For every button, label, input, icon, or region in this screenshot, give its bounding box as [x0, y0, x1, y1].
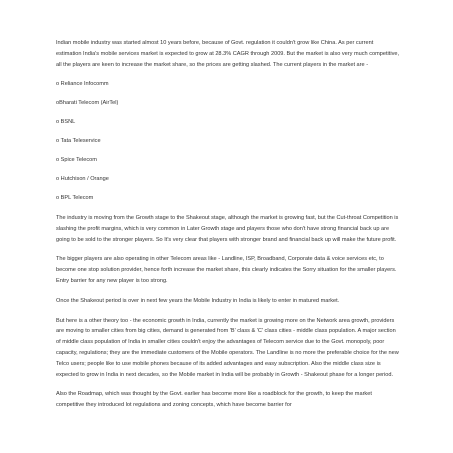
shakeout-paragraph: Once the Shakeout period is over in next few years the Mobile Industry in India is likely to enter in matured market.: [56, 297, 340, 304]
roadmap-paragraph: Also the Roadmap, which was thought by the Govt. earlier has become more like a roadblock for the growth, to keep the market competitive they introduced lot regulations and zoning concepts, which have become barrier for: [56, 391, 372, 409]
growth-paragraph: The industry is moving from the Growth stage to the Shakeout stage, although the market is growing fast, but the Cut-throat Competition is slashing the profit margins, which is very common in Later Growth stage and players those who don't have strong financial back up are going to be sold to the stronger players. So It's very clear that players with stronger brand and financial back up will make the future profit.: [56, 215, 399, 243]
player-item: o Hutchison / Orange: [56, 176, 109, 183]
player-item: o BSNL: [56, 119, 76, 126]
bigger-players-paragraph: The bigger players are also operating in other Telecom areas like - Landline, ISP, Broadband, Corporate data & voice services etc, to become one stop solution provider, hence forth increase the market share, this clearly indicates the Sorry situation for the smaller players. Entry barrier for any new player is too strong.: [56, 256, 397, 285]
player-item: oBharati Telecom (AirTel): [56, 100, 119, 107]
player-item: o Reliance Infocomm: [56, 81, 109, 88]
intro-paragraph: Indian mobile industry was started almost 10 years before, because of Govt. regulation it couldn't grow like China. As per current estimation India's mobile services market is expected to grow at 28.3% CAGR through 2009. But the market is also very much competitive, all the players are keen to increase the market share, so the prices are getting slashed. The current players in the market are -: [56, 40, 400, 68]
player-item: o Tata Teleservice: [56, 138, 101, 145]
document-page: [56, 38, 400, 411]
theory-paragraph: But here is a other theory too - the economic growth in India, currently the market is growing more on the Network area growth, providers are moving to smaller cities from big cities, demand is generated from 'B' class & 'C' class cities - middle class population. A major section of middle class population of India in smaller cities couldn't enjoy the advantages of Telecom service due to the Govt. monopoly, poor capacity, regulations; they are the immediate customers of the Mobile operators. The Landline is no more the preferable choice for the new Telco users; people like to use mobile phones because of its added advantages and easy subscription. Also the middle class size is expected to grow in India in next decades, so the Mobile market in India will be probably in Growth - Shakeout phase for a longer period.: [56, 317, 399, 378]
player-item: o Spice Telecom: [56, 157, 97, 164]
player-item: o BPL Telecom: [56, 195, 94, 202]
players-list: [56, 79, 400, 204]
